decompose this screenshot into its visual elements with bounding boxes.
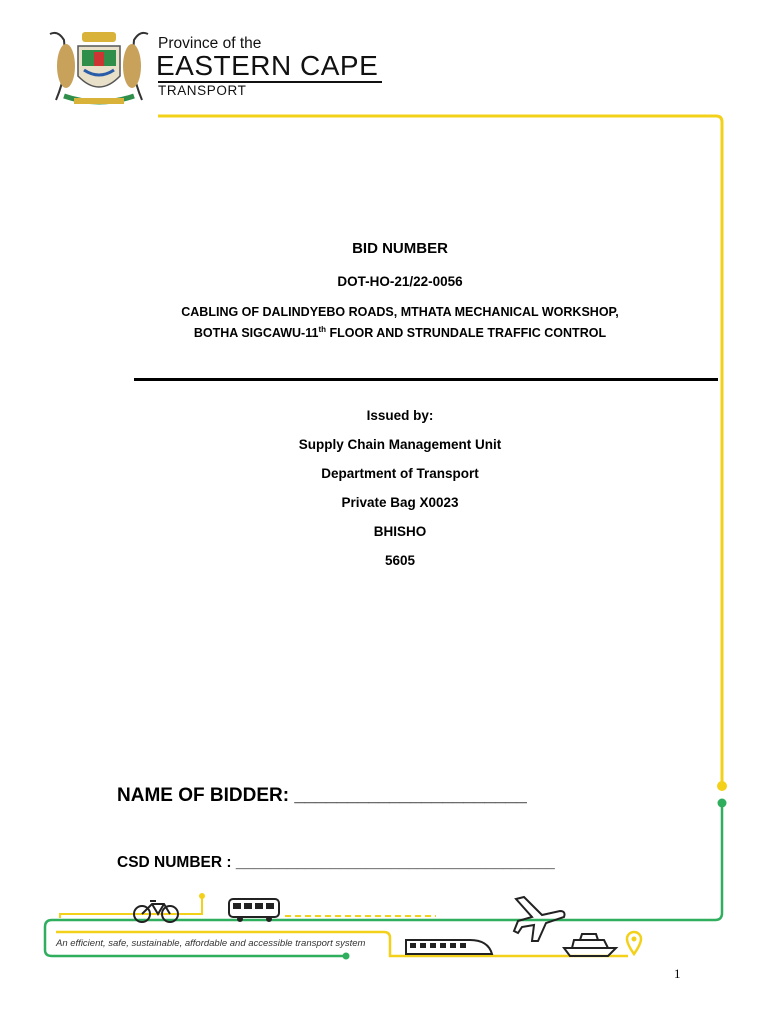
issuer-line-bag: Private Bag X0023 xyxy=(341,495,459,510)
issuer-line-department: Department of Transport xyxy=(321,466,479,481)
issuer-line-postcode: 5605 xyxy=(384,553,416,568)
footer-slogan: An efficient, safe, sustainable, affordable and accessible transport system xyxy=(56,938,366,949)
issuer-line-unit: Supply Chain Management Unit xyxy=(298,437,502,452)
description-line-2-sup: th xyxy=(318,325,327,334)
coat-of-arms-icon xyxy=(44,26,154,106)
section-divider xyxy=(134,378,718,381)
description-line-2-post: FLOOR AND STRUNDALE TRAFFIC CONTROL xyxy=(326,326,607,341)
bidder-name-field[interactable]: NAME OF BIDDER: ______________________ xyxy=(117,785,527,806)
csd-number-field[interactable]: CSD NUMBER : _____________________________________ xyxy=(117,854,555,871)
issuer-line-city: BHISHO xyxy=(373,524,427,539)
bus-icon xyxy=(227,896,283,924)
bid-number: DOT-HO-21/22-0056 xyxy=(337,274,463,289)
province-name: EASTERN CAPE xyxy=(156,50,379,81)
train-icon xyxy=(404,936,494,958)
page-number: 1 xyxy=(674,966,681,981)
description-line-2 xyxy=(0,321,770,342)
description-line-2-pre: BOTHA SIGCAWU-11 xyxy=(193,326,319,341)
bid-description xyxy=(0,304,770,342)
issued-by-label: Issued by: xyxy=(366,408,434,423)
location-pin-icon xyxy=(625,930,643,956)
description-line-1: CABLING OF DALINDYEBO ROADS, MTHATA MECHANICAL WORKSHOP, xyxy=(181,305,619,319)
bid-heading: BID NUMBER xyxy=(352,240,448,257)
bicycle-icon xyxy=(132,898,180,924)
department-line: TRANSPORT xyxy=(158,83,247,98)
ship-icon xyxy=(560,930,620,958)
province-line: Province of the xyxy=(158,35,262,52)
